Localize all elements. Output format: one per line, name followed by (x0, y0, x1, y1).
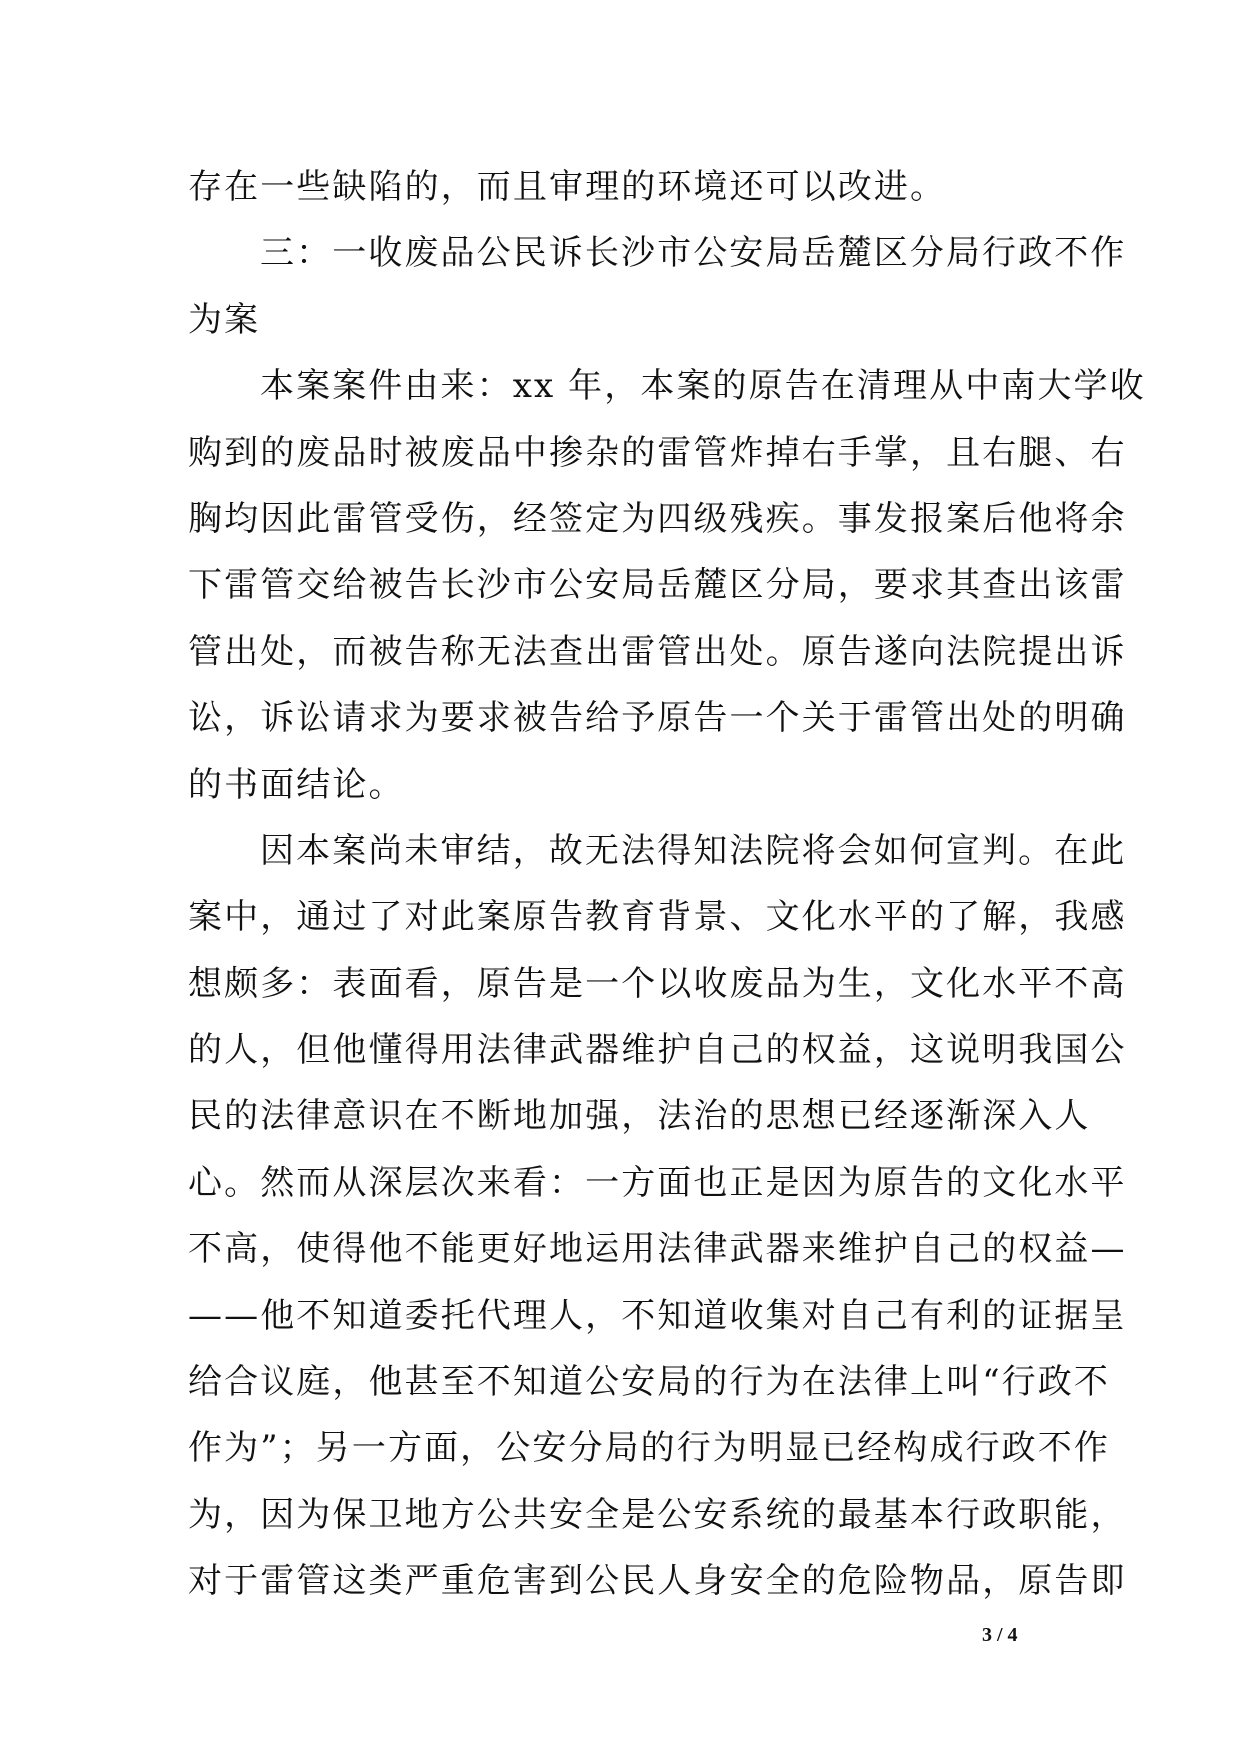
body-text (188, 154, 1146, 1615)
text-line: 的书面结论。 (188, 764, 405, 805)
text-line: 讼，诉讼请求为要求被告给予原告一个关于雷管出处的明确 (188, 698, 1127, 739)
text-line: 案中，通过了对此案原告教育背景、文化水平的了解，我感 (188, 897, 1127, 938)
text-line: 为案 (188, 299, 261, 340)
text-line: 三：一收废品公民诉长沙市公安局岳麓区分局行政不作 (260, 233, 1127, 274)
text-line: 作为”；另一方面，公安分局的行为明显已经构成行政不作 (188, 1428, 1110, 1469)
text-line: 存在一些缺陷的，而且审理的环境还可以改进。 (188, 167, 947, 207)
text-line: 为，因为保卫地方公共安全是公安系统的最基本行政职能， (188, 1494, 1127, 1535)
text-line: 的人，但他懂得用法律武器维护自己的权益，这说明我国公 (188, 1030, 1127, 1071)
text-line: 管出处，而被告称无法查出雷管出处。原告遂向法院提出诉 (188, 631, 1127, 672)
text-line: 购到的废品时被废品中掺杂的雷管炸掉右手掌，且右腿、右 (188, 432, 1127, 473)
text-line: ——他不知道委托代理人，不知道收集对自己有利的证据呈 (188, 1295, 1127, 1336)
page-number: 3 / 4 (982, 1624, 1018, 1646)
text-line: 胸均因此雷管受伤，经签定为四级残疾。事发报案后他将余 (188, 498, 1127, 539)
text-line: 民的法律意识在不断地加强，法治的思想已经逐渐深入人 (188, 1096, 1091, 1137)
text-line: 心。然而从深层次来看：一方面也正是因为原告的文化水平 (188, 1162, 1127, 1203)
text-line: 因本案尚未审结，故无法得知法院将会如何宣判。在此 (260, 830, 1127, 871)
text-line: 想颇多：表面看，原告是一个以收废品为生，文化水平不高 (188, 963, 1127, 1004)
text-line: 对于雷管这类严重危害到公民人身安全的危险物品，原告即 (188, 1561, 1127, 1602)
text-line: 给合议庭，他甚至不知道公安局的行为在法律上叫“行政不 (188, 1362, 1110, 1403)
text-line: 不高，使得他不能更好地运用法律武器来维护自己的权益— (188, 1229, 1127, 1270)
text-line: 下雷管交给被告长沙市公安局岳麓区分局，要求其查出该雷 (188, 565, 1127, 606)
text-line: 本案案件由来：xx 年，本案的原告在清理从中南大学收 (260, 366, 1146, 407)
